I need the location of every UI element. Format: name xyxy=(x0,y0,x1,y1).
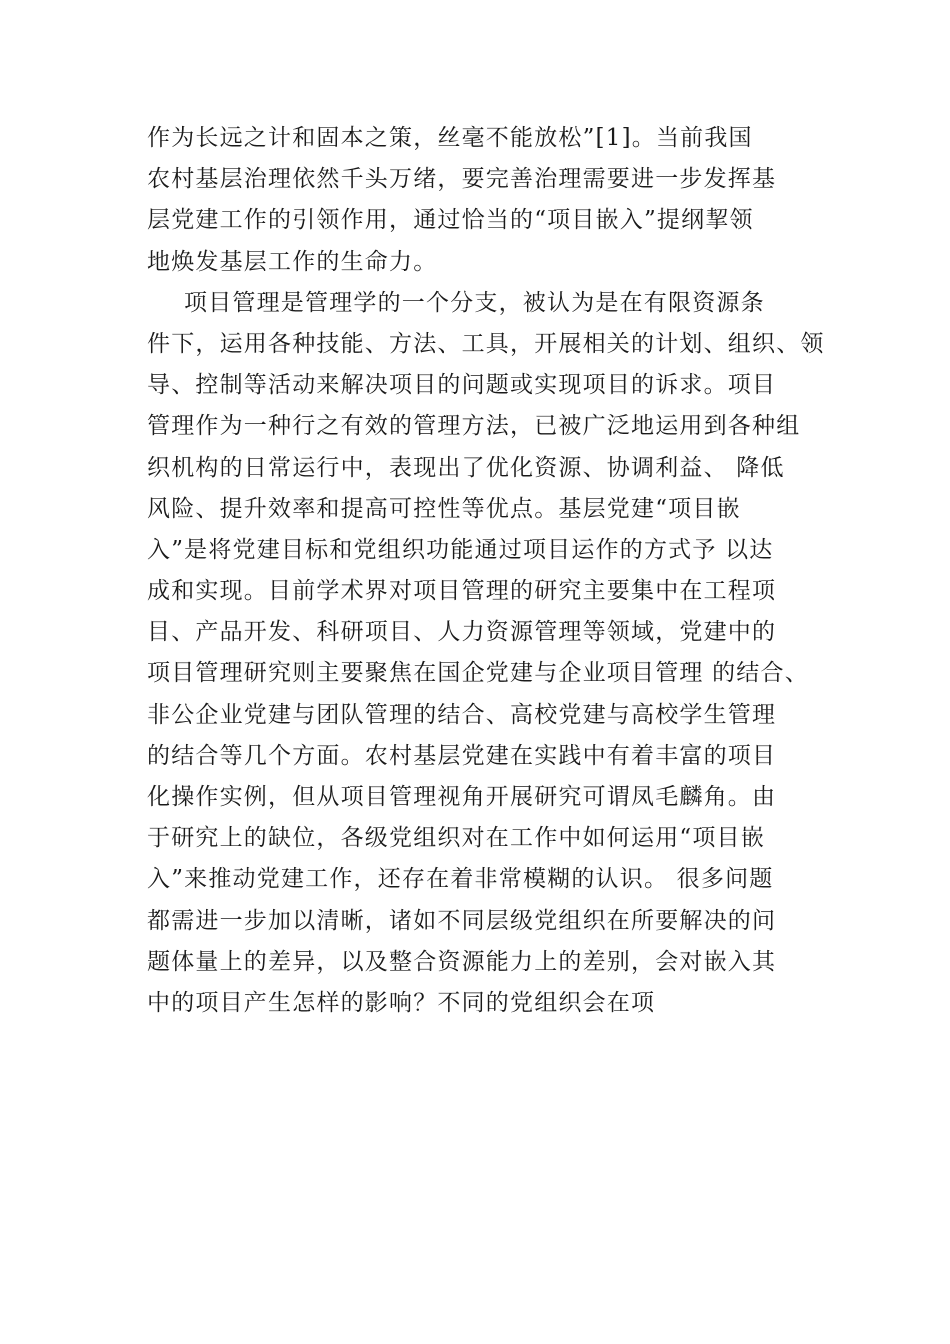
text-line-4: 地焕发基层工作的生命力。 xyxy=(147,248,438,275)
text-line-16: 的结合等几个方面。农村基层党建在实践中有着丰富的项目 xyxy=(147,742,777,769)
text-line-5: 项目管理是管理学的一个分支，被认为是在有限资源条 xyxy=(184,289,765,316)
text-line-22: 中的项目产生怎样的影响？不同的党组织会在项 xyxy=(147,989,656,1016)
text-line-15: 非公企业党建与团队管理的结合、高校党建与高校学生管理 xyxy=(147,701,777,728)
text-line-8: 管理作为一种行之有效的管理方法，已被广泛地运用到各种组 xyxy=(147,413,801,440)
text-line-2: 农村基层治理依然千头万绪，要完善治理需要进一步发挥基 xyxy=(147,166,777,193)
text-line-7: 导、控制等活动来解决项目的问题或实现项目的诉求。项目 xyxy=(147,372,777,399)
text-line-19: 入”来推动党建工作，还存在着非常模糊的认识。 很多问题 xyxy=(147,866,774,893)
text-line-12: 成和实现。目前学术界对项目管理的研究主要集中在工程项 xyxy=(147,578,777,605)
text-line-18: 于研究上的缺位，各级党组织对在工作中如何运用“项目嵌 xyxy=(147,825,765,852)
text-line-11: 入”是将党建目标和党组织功能通过项目运作的方式予 以达 xyxy=(147,536,774,563)
text-line-17: 化操作实例，但从项目管理视角开展研究可谓凤毛麟角。由 xyxy=(147,784,777,810)
text-line-21: 题体量上的差异，以及整合资源能力上的差别，会对嵌入其 xyxy=(147,948,777,975)
text-line-14: 项目管理研究则主要聚焦在国企党建与企业项目管理 的结合、 xyxy=(147,660,809,687)
text-line-13: 目、产品开发、科研项目、人力资源管理等领域，党建中的 xyxy=(147,619,777,646)
text-line-20: 都需进一步加以清晰，诸如不同层级党组织在所要解决的问 xyxy=(147,907,777,934)
text-line-9: 织机构的日常运行中，表现出了优化资源、协调利益、 降低 xyxy=(147,454,785,481)
text-line-3: 层党建工作的引领作用，通过恰当的“项目嵌入”提纲挈领 xyxy=(147,207,754,234)
text-line-1: 作为长远之计和固本之策，丝毫不能放松”[1]。当前我国 xyxy=(147,125,753,151)
body-text xyxy=(147,118,847,1024)
text-line-10: 风险、提升效率和提高可控性等优点。基层党建“项目嵌 xyxy=(147,495,741,522)
text-line-6: 件下，运用各种技能、方法、工具，开展相关的计划、组织、领 xyxy=(147,330,825,357)
